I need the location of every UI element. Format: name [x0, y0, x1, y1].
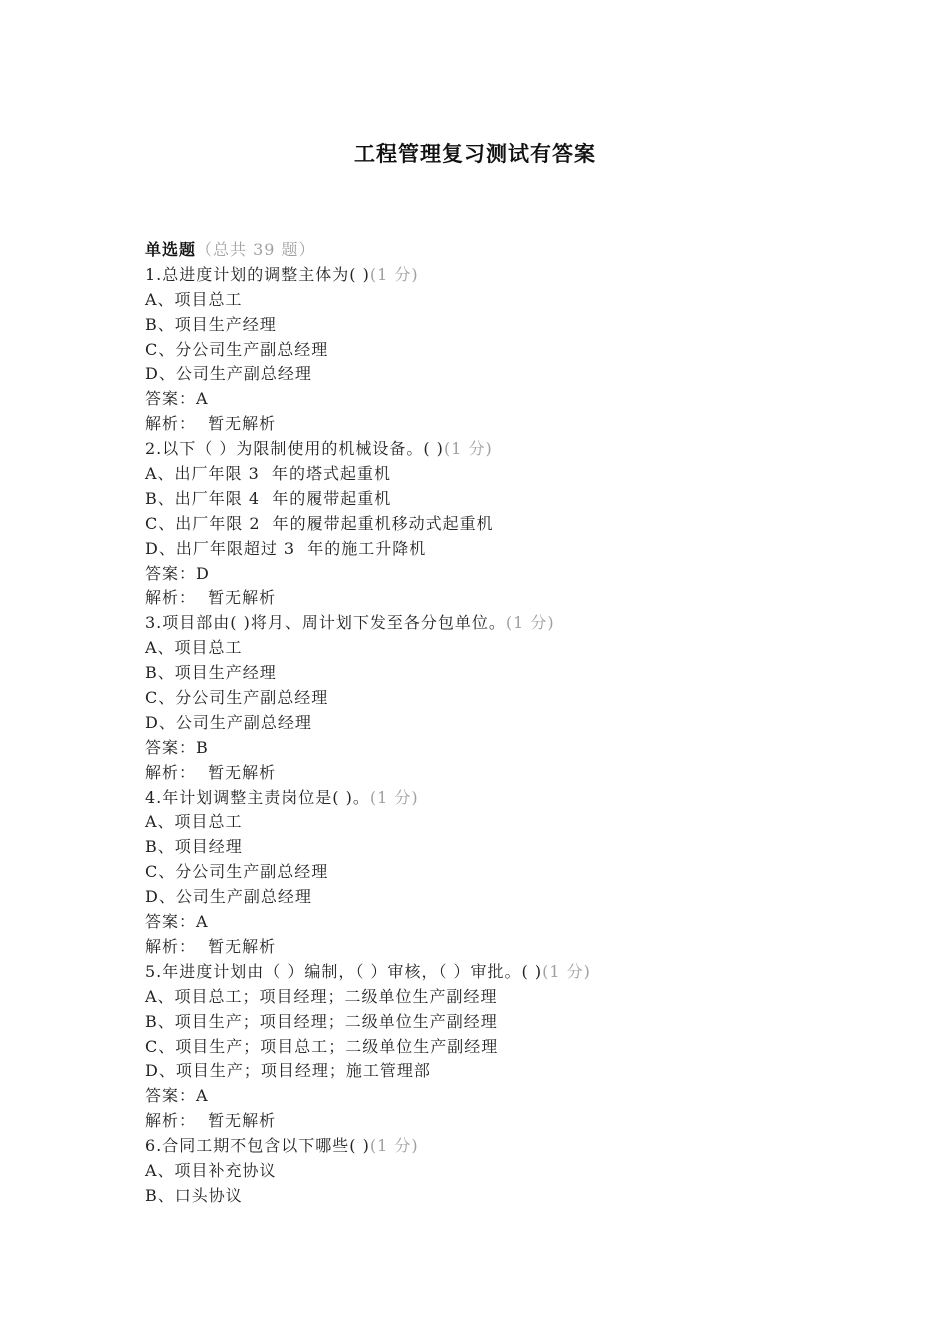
question-stem — [145, 611, 865, 636]
option-a: A、项目总工 — [145, 638, 243, 658]
answer-line: 答案：A — [145, 1086, 209, 1106]
analysis-line: 解析： 暂无解析 — [145, 588, 277, 608]
section-heading — [145, 238, 865, 263]
question-stem — [145, 960, 865, 985]
question-score: (1 分) — [369, 787, 419, 807]
option-b: B、口头协议 — [145, 1185, 243, 1205]
question-text: 1.总进度计划的调整主体为( ) — [145, 264, 370, 284]
analysis-line: 解析： 暂无解析 — [145, 1111, 277, 1131]
option-a: A、项目总工；项目经理；二级单位生产副经理 — [145, 986, 498, 1006]
analysis-line: 解析： 暂无解析 — [145, 762, 277, 782]
option-c: C、分公司生产副总经理 — [145, 339, 329, 359]
option-b: B、项目生产；项目经理；二级单位生产副经理 — [145, 1011, 498, 1031]
question-text: 6.合同工期不包含以下哪些( ) — [145, 1136, 370, 1156]
option-c: C、分公司生产副总经理 — [145, 862, 329, 882]
question-text: 2.以下（ ）为限制使用的机械设备。( ) — [145, 439, 444, 459]
option-a: A、项目总工 — [145, 289, 243, 309]
question-stem — [145, 786, 865, 811]
question-text: 5.年进度计划由（ ）编制，（ ）审核，（ ）审批。( ) — [145, 961, 543, 981]
answer-line: 答案：A — [145, 389, 209, 409]
question-list — [145, 238, 865, 1209]
option-d: D、出厂年限超过 3 年的施工升降机 — [145, 538, 427, 558]
option-a: A、项目总工 — [145, 812, 243, 832]
analysis-line: 解析： 暂无解析 — [145, 414, 277, 434]
question-score: (1 分) — [443, 439, 493, 459]
option-b: B、项目经理 — [145, 837, 243, 857]
option-d: D、公司生产副总经理 — [145, 887, 312, 907]
option-d: D、项目生产；项目经理；施工管理部 — [145, 1061, 431, 1081]
option-c: C、分公司生产副总经理 — [145, 688, 329, 708]
question-text: 4.年计划调整主责岗位是( )。 — [145, 787, 370, 807]
answer-line: 答案：B — [145, 737, 209, 757]
option-d: D、公司生产副总经理 — [145, 712, 312, 732]
option-d: D、公司生产副总经理 — [145, 364, 312, 384]
option-a: A、项目补充协议 — [145, 1160, 277, 1180]
section-label: 单选题 — [145, 240, 197, 259]
question-score: (1 分) — [505, 613, 555, 633]
question-score: (1 分) — [542, 961, 591, 981]
document-title: 工程管理复习测试有答案 — [354, 141, 596, 166]
question-stem — [145, 437, 865, 462]
question-stem — [145, 1134, 865, 1159]
option-c: C、出厂年限 2 年的履带起重机移动式起重机 — [145, 513, 494, 533]
option-c: C、项目生产；项目总工；二级单位生产副经理 — [145, 1036, 499, 1056]
section-count-note: （总共 39 题） — [196, 240, 316, 259]
option-a: A、出厂年限 3 年的塔式起重机 — [145, 464, 391, 484]
answer-line: 答案：A — [145, 912, 209, 932]
question-score: (1 分) — [369, 264, 419, 284]
question-text: 3.项目部由( )将月、周计划下发至各分包单位。 — [145, 613, 506, 633]
option-b: B、项目生产经理 — [145, 314, 277, 334]
question-stem — [145, 263, 865, 288]
answer-line: 答案：D — [145, 563, 210, 583]
question-score: (1 分) — [369, 1136, 419, 1156]
option-b: B、项目生产经理 — [145, 663, 277, 683]
option-b: B、出厂年限 4 年的履带起重机 — [145, 488, 392, 508]
analysis-line: 解析： 暂无解析 — [145, 936, 277, 956]
